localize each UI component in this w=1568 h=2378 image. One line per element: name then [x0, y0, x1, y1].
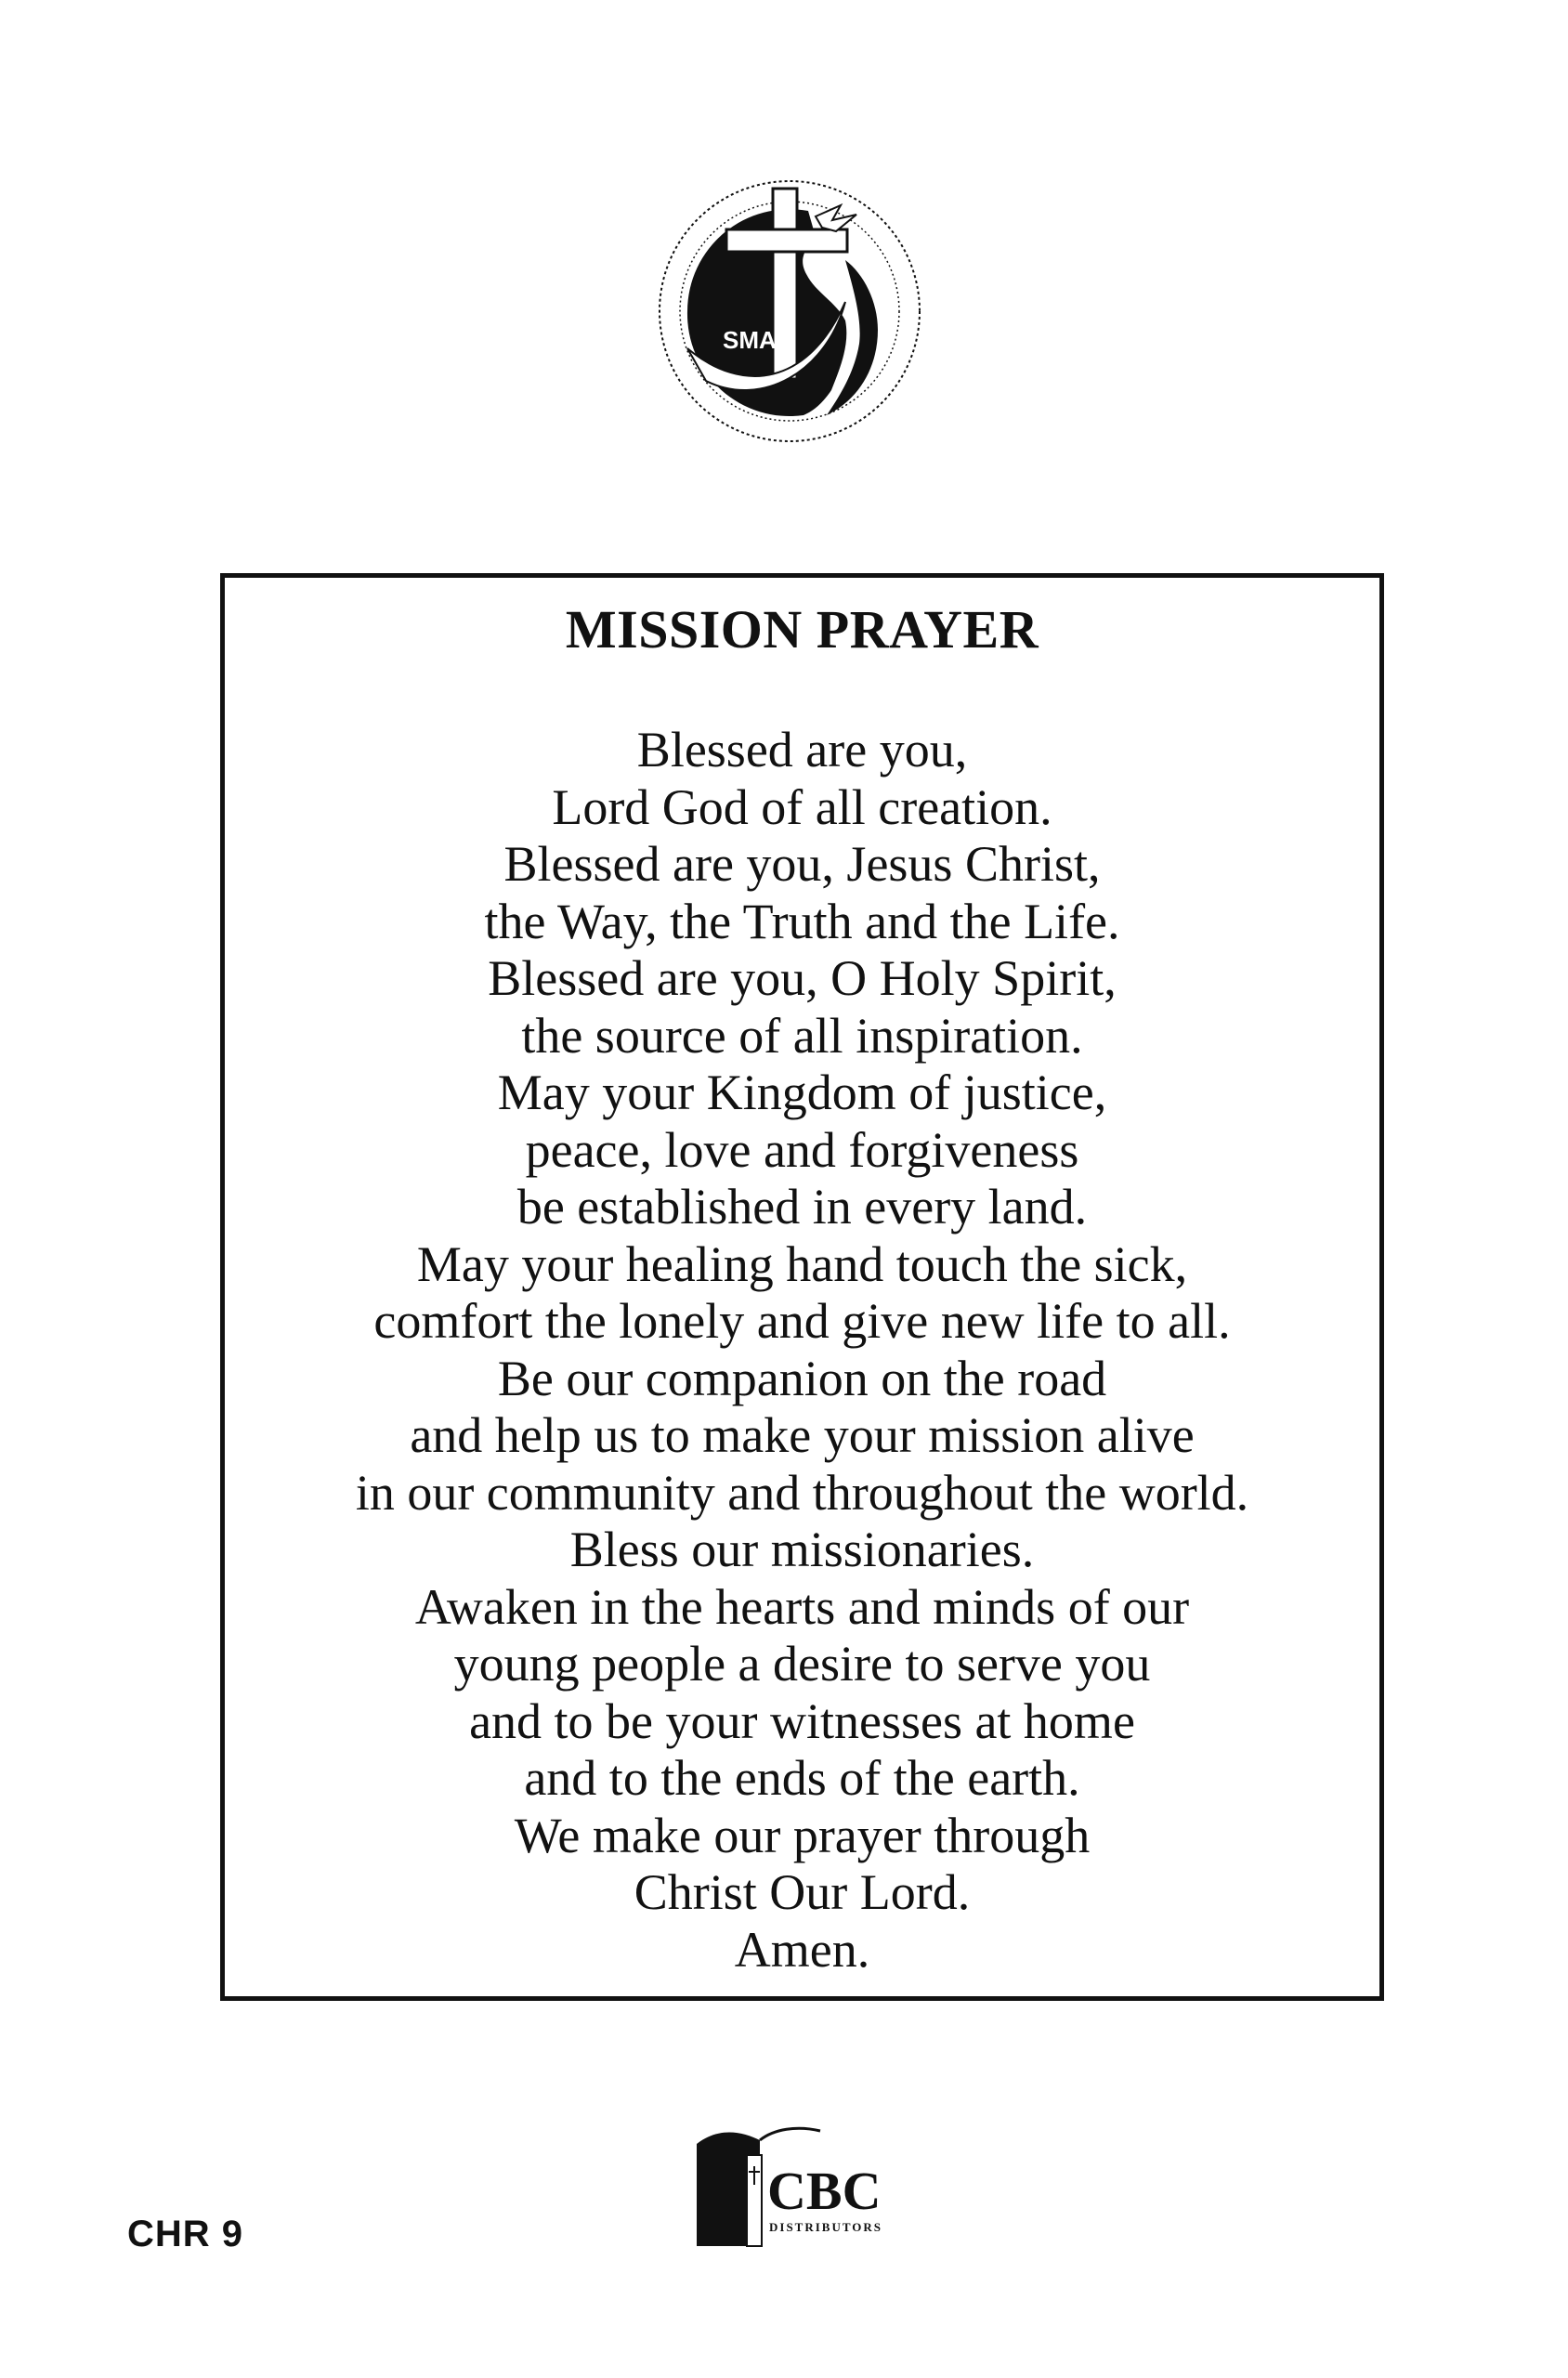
prayer-line: the source of all inspiration. [521, 1007, 1083, 1064]
prayer-line: comfort the lonely and give new life to all. [373, 1293, 1231, 1349]
prayer-line: We make our prayer through [514, 1807, 1091, 1863]
prayer-line: May your healing hand touch the sick, [416, 1235, 1188, 1292]
prayer-title: MISSION PRAYER [565, 599, 1039, 660]
prayer-line: Bless our missionaries. [569, 1522, 1035, 1577]
prayer-line: peace, love and forgiveness [525, 1121, 1079, 1178]
sma-logo [650, 172, 929, 451]
prayer-card [220, 573, 1384, 2001]
prayer-line: Lord God of all creation. [552, 778, 1052, 835]
prayer-line: Blessed are you, [636, 722, 968, 777]
prayer-line: Blessed are you, O Holy Spirit, [488, 950, 1117, 1006]
cbc-distributors-logo [695, 2118, 918, 2248]
prayer-text [225, 722, 1379, 1979]
prayer-line: and to be your witnesses at home [469, 1692, 1135, 1749]
prayer-line: Awaken in the hearts and minds of our [414, 1578, 1190, 1635]
publisher-name: CBC [767, 2161, 882, 2221]
prayer-line: Be our companion on the road [497, 1350, 1107, 1406]
prayer-line: Amen. [734, 1921, 870, 1978]
prayer-line: the Way, the Truth and the Life. [484, 893, 1120, 949]
catalog-code: CHR 9 [127, 2214, 244, 2254]
prayer-line: Blessed are you, Jesus Christ, [503, 836, 1101, 892]
prayer-line: May your Kingdom of justice, [497, 1065, 1107, 1120]
prayer-line: be established in every land. [516, 1179, 1088, 1235]
prayer-line: in our community and throughout the world. [355, 1464, 1249, 1521]
prayer-line: young people a desire to serve you [453, 1636, 1151, 1692]
prayer-line: Christ Our Lord. [634, 1864, 971, 1920]
publisher-subtitle: DISTRIBUTORS [769, 2220, 883, 2234]
logo-monogram: SMA [723, 326, 777, 354]
prayer-line: and to the ends of the earth. [524, 1750, 1080, 1806]
prayer-line: and help us to make your mission alive [410, 1407, 1195, 1463]
